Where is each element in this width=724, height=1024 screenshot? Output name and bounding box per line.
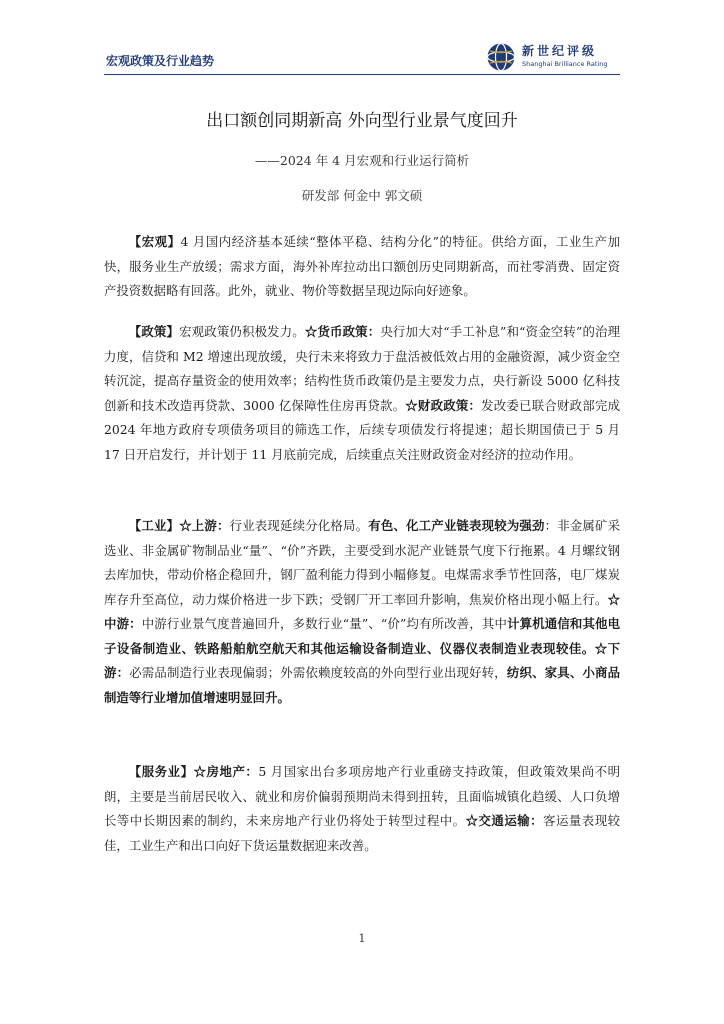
fiscal-policy-text: 发改委已联合财政部完成 2024 年地方政府专项债务项目的筛选工作，后续专项债发行将提速；超长期国债已于 5 月 17 日开启发行，并计划于 11 月底前完成，后续重点关注财政资金对经济的拉动作用。 — [104, 397, 620, 462]
paragraph-macro — [104, 230, 620, 304]
section-tag-policy: 【政策】 — [128, 324, 180, 339]
section-tag-services: 【服务业】 — [128, 764, 194, 779]
upstream-intro: 行业表现延续分化格局。 — [229, 518, 369, 533]
section-tag-industry: 【工业】 — [128, 518, 180, 533]
logo-english-name: Shanghai Brilliance Rating — [522, 60, 608, 68]
upstream-highlight: 有色、化工产业链表现较为强劲 — [368, 518, 545, 533]
paragraph-services — [104, 760, 620, 858]
real-estate-text: 5 月国家出台多项房地产行业重磅支持政策，但政策效果尚不明朗，主要是当前居民收入、就业和房价偏弱预期尚未得到扭转，且面临城镇化趋缓、人口负增长等中长期因素的制约，未来房地产行业仍将处于转型过程中。 — [104, 764, 620, 828]
downstream-highlight: 纺织、家具、小商品制造等行业增加值增速明显回升。 — [104, 665, 621, 705]
brand-logo — [486, 40, 618, 72]
paragraph-industry — [104, 514, 620, 710]
macro-text: 4 月国内经济基本延续“整体平稳、结构分化”的特征。供给方面，工业生产加快，服务业生产放缓；需求方面，海外补库拉动出口额创历史同期新高，而社零消费、固定资产投资数据略有回落。此外，就业、物价等数据呈现边际向好迹象。 — [104, 234, 621, 298]
page-number: 1 — [358, 932, 366, 945]
section-tag-macro: 【宏观】 — [128, 234, 181, 249]
real-estate-label: ☆房地产： — [193, 764, 259, 779]
monetary-policy-text: 央行加大对“手工补息”和“资金空转”的治理力度，信贷和 M2 增速出现放缓，央行未来将致力于盘活被低效占用的金融资源，减少资金空转沉淀，提高存量资金的使用效率；结构性货币政策仍是主要发力点，央行新设 5000 亿科技创新和技术改造再贷款、3000 亿保障性住房再贷款。 — [104, 324, 621, 413]
midstream-text: 中游行业景气度普遍回升，多数行业“量”、“价”均有所改善，其中 — [141, 616, 508, 631]
report-authors: 研发部 何金中 郭文硕 — [301, 188, 423, 203]
header-section-title: 宏观政策及行业趋势 — [106, 54, 215, 68]
transport-label: ☆交通运输： — [465, 813, 544, 828]
fiscal-policy-label: ☆财政政策： — [405, 397, 482, 413]
logo-chinese-name: 新世纪评级 — [522, 44, 598, 58]
downstream-label: ☆下游： — [104, 640, 621, 680]
paragraph-policy — [104, 320, 620, 467]
midstream-highlight: 计算机通信和其他电子设备制造业、铁路船舶航空航天和其他运输设备制造业、仪器仪表制造业表现较佳。 — [104, 616, 621, 656]
upstream-label: ☆上游： — [179, 518, 230, 533]
downstream-text: 必需品制造行业表现偏弱；外需依赖度较高的外向型行业出现好转， — [129, 665, 507, 680]
upstream-text: ：非金属矿采选业、非金属矿物制品业“量”、“价”齐跌，主要受到水泥产业链景气度下行拖累。4 月螺纹钢去库加快，带动价格企稳回升，钢厂盈利能力得到小幅修复。电煤需求季节性回落，电厂煤炭库存升至高位，动力煤价格进一步下跌；受钢厂开工率回升影响，焦炭价格出现小幅上行。 — [104, 518, 621, 607]
transport-text: 客运量表现较佳，工业生产和出口向好下货运量数据迎来改善。 — [104, 813, 621, 853]
midstream-label: ☆中游： — [104, 591, 620, 631]
report-title: 出口额创同期新高 外向型行业景气度回升 — [206, 111, 518, 131]
page-header — [104, 40, 620, 75]
policy-text: 宏观政策仍积极发力。 — [179, 324, 305, 339]
report-subtitle: ——2024 年 4 月宏观和行业运行简析 — [254, 153, 470, 168]
monetary-policy-label: ☆货币政策： — [304, 324, 381, 339]
globe-icon — [486, 42, 516, 72]
